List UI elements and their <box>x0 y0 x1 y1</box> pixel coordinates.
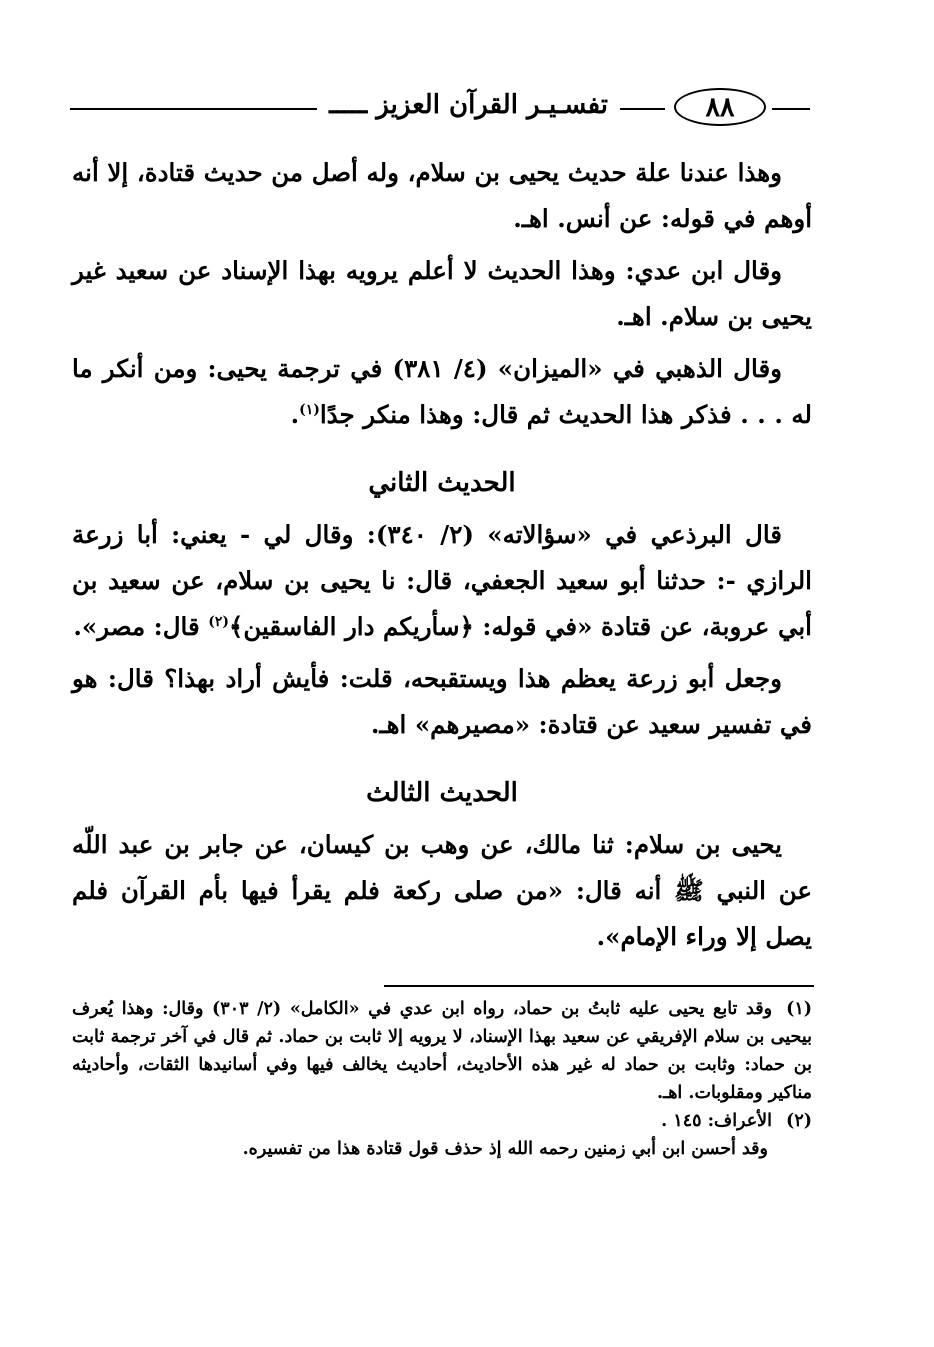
main-text <box>72 150 812 960</box>
paragraph-4-d: قال: مصر». <box>73 612 209 641</box>
paragraph-3 <box>72 346 812 438</box>
paragraph-3-text: وقال الذهبي في «الميزان» (٤/ ٣٨١) في ترجمة يحيى: ومن أنكر ما له . . . فذكر هذا الحديث ثم قال: وهذا منكر جدًا <box>72 354 812 429</box>
narrator-name: يحيى بن سلام <box>223 566 371 595</box>
paragraph-1: وهذا عندنا علة حديث يحيى بن سلام، وله أصل من حديث قتادة، إلا أنه أوهم في قوله: عن أنس. اهـ. <box>72 158 812 233</box>
footnote-ref-1: (١) <box>299 401 320 418</box>
footnote-2-number: (٢) <box>786 1111 812 1131</box>
footnote-2-continuation: وقد أحسن ابن أبي زمنين رحمه الله إذ حذف قول قتادة هذا من تفسيره. <box>242 1139 768 1159</box>
paragraph-2: وقال ابن عدي: وهذا الحديث لا أعلم يرويه بهذا الإسناد عن سعيد غير يحيى بن سلام. اهـ. <box>72 256 812 331</box>
paragraph-5: وجعل أبو زرعة يعظم هذا ويستقبحه، قلت: فأيش أراد بهذا؟ قال: هو في تفسير سعيد عن قتادة: «مصيرهم» اهـ. <box>72 664 812 739</box>
footnote-2 <box>72 1107 812 1135</box>
paragraph-4-a: قال البرذعي في «سؤالاته» (٢/ ٣٤٠): وقال لي - يعني: أبا زرعة الرازي -: حدثنا أبو سعيد الجعفي، قال: نا <box>72 520 812 595</box>
narrator-name-2: يحيى بن سلام: <box>613 830 782 859</box>
footnote-1 <box>72 995 812 1107</box>
footnote-2-text: الأعراف: ١٤٥ . <box>661 1111 772 1131</box>
paragraph-4 <box>72 512 812 650</box>
footnotes <box>72 995 812 1163</box>
footnote-separator <box>384 985 814 987</box>
page-number: ٨٨ <box>705 91 735 123</box>
footnote-1-number: (١) <box>786 999 813 1019</box>
section-heading-second: الحديث الثاني <box>368 468 516 498</box>
paragraph-6-b: ثنا مالك، عن وهب بن كيسان، عن جابر بن عبد اللّه عن النبي ﷺ أنه قال: <box>72 830 812 905</box>
paragraph-3-end: . <box>290 400 300 429</box>
page-header <box>70 86 810 132</box>
section-heading-third: الحديث الثالث <box>366 778 518 808</box>
running-title: تفسـيـر القرآن العزيز ـــــ <box>317 90 620 120</box>
footnote-1-text: وقد تابع يحيى عليه ثابتُ بن حماد، رواه ابن عدي في «الكامل» (٢/ ٣٠٣) وقال: وهذا يُعرف بيحيى بن سلام الإفريقي عن سعيد بهذا الإسناد، لا يرويه إلا ثابت بن حماد. ثم قال في آخر ترجمة ثابت بن حماد: وثابت بن حماد له غير هذه الأحاديث، أحاديث يخالف فيها وفي أسانيدها الثقات، وأحاديثه مناكير ومقلوبات. اهـ. <box>72 999 812 1103</box>
hadith-text: «من صلى ركعة فلم يقرأ فيها بأم القرآن فلم يصل إلا وراء الإمام». <box>72 876 812 951</box>
page-number-badge <box>674 88 766 126</box>
paragraph-6 <box>72 822 812 960</box>
header-rule-short <box>772 108 810 110</box>
footnote-ref-2: (٢) <box>208 613 229 630</box>
paragraph-4-c: ، عن سعيد بن أبي عروبة، عن قتادة «في قوله: ﴿سأريكم دار الفاسقين﴾ <box>72 566 812 641</box>
